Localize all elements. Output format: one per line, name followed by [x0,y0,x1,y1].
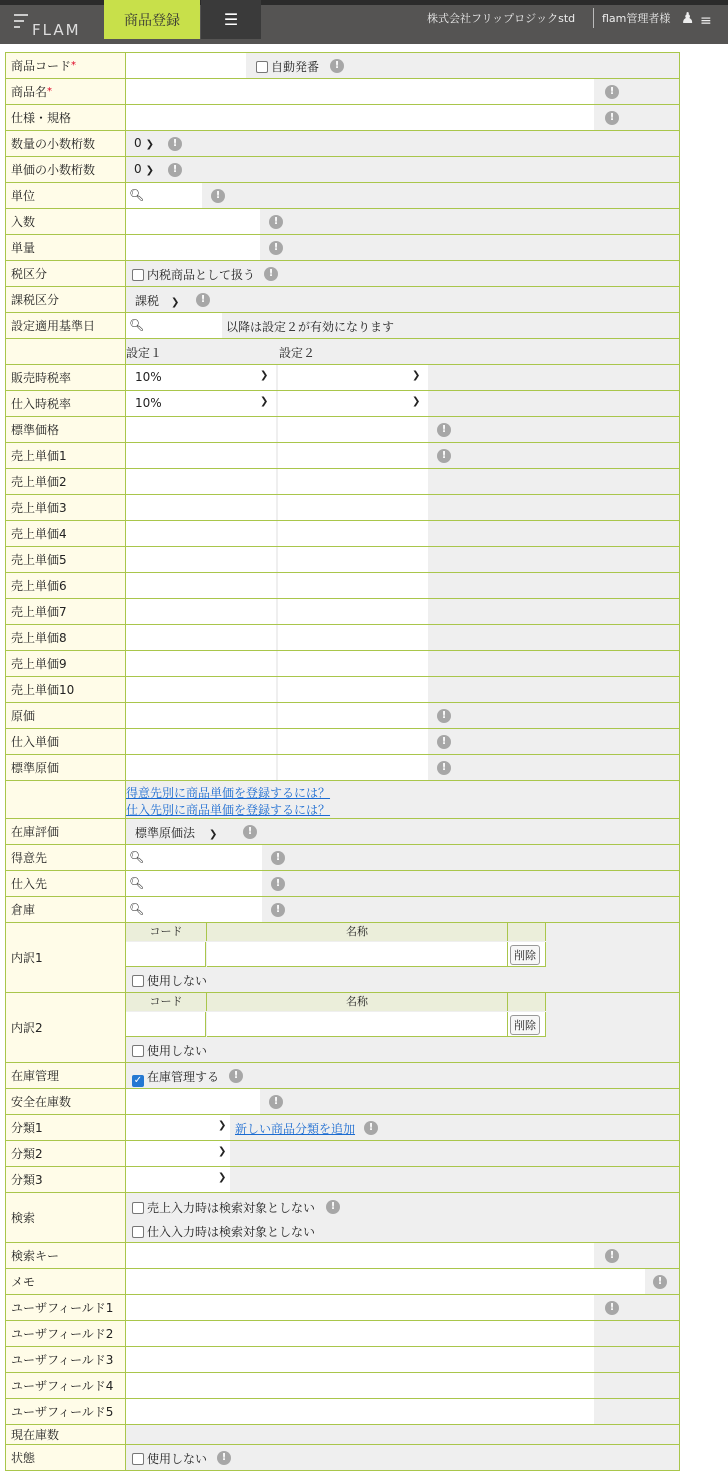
std-cost2-input[interactable] [278,755,428,780]
category1-select[interactable]: ❯ [126,1115,230,1140]
row-qty-decimals [5,131,680,157]
field-label: 標準価格 [5,417,126,442]
user-icon[interactable]: ♟ [681,9,695,27]
logo-text: FLAM [32,21,81,39]
row-price-decimals [5,157,680,183]
row-user-field [5,1295,680,1321]
setting2-header: 設定２ [279,346,316,360]
col-code-header: コード [126,993,207,1011]
field-value-cell [126,923,680,992]
field-value-cell [126,651,680,676]
info-icon[interactable]: ! [269,241,283,255]
row-customer [5,845,680,871]
row-standard-cost [5,755,680,781]
row-tax-division [5,261,680,287]
purchase-rate2-select[interactable]: ❯ [278,391,428,416]
field-label: 入数 [5,209,126,234]
user-name[interactable]: flam管理者様 [602,12,671,25]
row-unit [5,183,680,209]
field-value-cell [126,1399,680,1424]
search-icon[interactable]: 🔍︎ [129,850,145,864]
field-label: 設定適用基準日 [5,313,126,338]
field-label: 商品名 * [5,79,126,104]
field-label: 在庫評価 [5,819,126,844]
search-sales-checkbox[interactable]: 売上入力時は検索対象としない [132,1199,315,1216]
field-value-cell [126,1445,680,1470]
sales-price-input[interactable] [126,469,276,494]
purchase-price2-input[interactable] [278,729,428,754]
row-purchase-price [5,729,680,755]
field-label: 単量 [5,235,126,260]
field-value-cell [126,287,680,312]
field-label: ユーザフィールド1 [5,1295,126,1320]
field-value-cell [126,845,680,870]
row-sales-price [5,547,680,573]
field-label [5,339,126,364]
field-value-cell [126,1167,680,1192]
label-product-code: 商品コード * [5,53,126,78]
row-sales-price [5,443,680,469]
sales-price-input[interactable] [126,573,276,598]
sales-rate1-select[interactable]: 10% ❯ [126,365,276,390]
col-code-header: コード [126,923,207,941]
field-label: 単位 [5,183,126,208]
not-use-checkbox[interactable]: 使用しない [132,972,207,989]
field-value-cell [126,183,680,208]
field-label: 仕様・規格 [5,105,126,130]
field-value-cell [126,365,680,390]
field-label: 分類3 [5,1167,126,1192]
search-purchase-checkbox[interactable]: 仕入入力時は検索対象としない [132,1223,315,1240]
info-icon[interactable]: ! [653,1275,667,1289]
user-field-input[interactable] [126,1295,594,1320]
info-icon[interactable]: ! [437,709,451,723]
info-icon[interactable]: ! [437,423,451,437]
sales-price-input[interactable] [278,599,428,624]
supplier-price-link[interactable]: 仕入先別に商品単価を登録するには？ [126,803,331,817]
menu-icon[interactable]: ☰ [201,0,261,39]
field-value-cell [126,1193,680,1242]
customer-input[interactable] [126,845,262,870]
field-value-cell [126,1373,680,1398]
row-warehouse [5,897,680,923]
spec-input[interactable] [126,105,594,130]
sales-price-input[interactable] [278,495,428,520]
breakdown-code-input[interactable] [126,942,206,967]
sales-price-input[interactable] [278,651,428,676]
sales-price-input[interactable] [278,677,428,702]
row-product-name [5,79,680,105]
field-value-cell [126,1295,680,1320]
warehouse-input[interactable] [126,897,262,922]
field-label: 売上単価10 [5,677,126,702]
field-value-cell [126,729,680,754]
cost1-input[interactable] [126,703,276,728]
row-breakdown2 [5,993,680,1063]
field-label: メモ [5,1269,126,1294]
field-label: 売上単価1 [5,443,126,468]
company-name: 株式会社フリップロジックstd [427,12,576,25]
row-sales-price [5,573,680,599]
info-icon[interactable]: ! [217,1451,231,1465]
status-not-use-checkbox[interactable]: 使用しない [132,1450,207,1467]
field-value-cell [126,235,680,260]
field-value-cell [126,625,680,650]
breakdown-name-input[interactable] [207,1012,508,1037]
row-memo [5,1269,680,1295]
row-category2 [5,1141,680,1167]
info-icon[interactable]: ! [271,903,285,917]
product-name-input[interactable] [126,79,594,104]
product-form [5,52,680,1471]
field-value-cell [126,599,680,624]
field-value-cell [126,1347,680,1372]
field-label: 税区分 [5,261,126,286]
user-field-input[interactable] [126,1399,594,1424]
info-icon[interactable]: ! [437,449,451,463]
sales-price-input[interactable] [278,547,428,572]
tab-product-registration[interactable]: 商品登録 [104,0,200,39]
field-value-cell [126,677,680,702]
sales-price-input[interactable] [126,651,276,676]
field-value-cell [126,339,680,364]
field-label: 売上単価7 [5,599,126,624]
field-label: 売上単価5 [5,547,126,572]
std-cost1-input[interactable] [126,755,276,780]
sales-price-input[interactable] [126,495,276,520]
info-icon[interactable]: ! [326,1200,340,1214]
per-case-input[interactable] [126,209,260,234]
sales-price-input[interactable] [126,521,276,546]
row-status [5,1445,680,1471]
row-sales-price [5,521,680,547]
sales-price-input[interactable] [126,625,276,650]
field-label: 現在庫数 [5,1425,126,1444]
info-icon[interactable]: ! [264,267,278,281]
stock-management-checkbox[interactable]: ✓ 在庫管理する [133,1070,220,1086]
info-icon[interactable]: ! [243,825,257,839]
search-icon[interactable]: 🔍︎ [129,876,145,890]
memo-input[interactable] [126,1269,645,1294]
field-label: 内訳1 [5,923,126,992]
field-label: 在庫管理 [5,1063,126,1088]
row-category1 [5,1115,680,1141]
row-sales-price [5,651,680,677]
field-label: 安全在庫数 [5,1089,126,1114]
row-sales-price [5,495,680,521]
category3-select[interactable]: ❯ [126,1167,230,1192]
cost2-input[interactable] [278,703,428,728]
user-field-input[interactable] [126,1373,594,1398]
info-icon[interactable]: ! [269,215,283,229]
row-breakdown1 [5,923,680,993]
field-label: 数量の小数桁数 [5,131,126,156]
flam-logo[interactable] [12,12,98,38]
supplier-input[interactable] [126,871,262,896]
field-value-cell [126,1425,680,1444]
field-value-cell [126,79,680,104]
sales-rate2-select[interactable]: ❯ [278,365,428,390]
setting1-header: 設定１ [126,346,163,360]
search-icon[interactable]: 🔍︎ [129,902,145,916]
taxable-select[interactable]: 課税 ❯ [135,294,180,308]
field-value-cell [126,1243,680,1268]
price-decimals-select[interactable]: 0 ❯ [134,162,155,176]
field-value-cell [126,391,680,416]
breakdown-code-input[interactable] [126,1012,206,1037]
field-label: 売上単価2 [5,469,126,494]
info-icon[interactable]: ! [271,851,285,865]
field-label: 内訳2 [5,993,126,1062]
info-icon[interactable]: ! [330,59,344,73]
field-label: 売上単価8 [5,625,126,650]
customer-price-link[interactable]: 得意先別に商品単価を登録するには？ [126,786,331,800]
add-category-link[interactable]: 新しい商品分類を追加 [235,1122,356,1136]
field-value-cell [126,897,680,922]
field-value-cell [126,131,680,156]
user-menu-icon[interactable]: ≡ [700,13,712,29]
qty-decimals-select[interactable]: 0 ❯ [134,136,155,150]
purchase-rate1-select[interactable]: 10% ❯ [126,391,276,416]
field-value-cell [126,871,680,896]
sales-price-input[interactable] [278,443,428,468]
info-icon[interactable]: ! [271,877,285,891]
row-spec [5,105,680,131]
sales-price-input[interactable] [278,625,428,650]
row-per-case [5,209,680,235]
row-search [5,1193,680,1243]
sales-price-input[interactable] [126,599,276,624]
unit-qty-input[interactable] [126,235,260,260]
field-value-cell [126,1063,680,1088]
row-safety-stock [5,1089,680,1115]
tax-included-checkbox[interactable]: 内税商品として扱う [132,266,255,283]
row-product-code [5,53,680,79]
field-label: 得意先 [5,845,126,870]
field-label: ユーザフィールド5 [5,1399,126,1424]
search-icon[interactable]: 🔍︎ [129,188,145,202]
field-value-cell [126,993,680,1062]
info-icon[interactable]: ! [168,163,182,177]
field-value-cell [126,547,680,572]
field-label: 検索 [5,1193,126,1242]
field-label: 課税区分 [5,287,126,312]
field-value-cell [126,573,680,598]
field-value-cell [126,495,680,520]
col-name-header: 名称 [207,923,508,941]
row-taxable [5,287,680,313]
col-name-header: 名称 [207,993,508,1011]
field-label: ユーザフィールド3 [5,1347,126,1372]
breakdown-name-input[interactable] [207,942,508,967]
row-category3 [5,1167,680,1193]
row-standard-price [5,417,680,443]
product-code-input[interactable] [126,53,246,78]
info-icon[interactable]: ! [605,1301,619,1315]
field-value-cell [126,469,680,494]
row-sales-tax-rate [5,365,680,391]
sales-price-input[interactable] [278,469,428,494]
field-value-cell [126,1089,680,1114]
field-value-cell [126,819,680,844]
field-value-cell [126,781,680,818]
row-user-field [5,1399,680,1425]
field-value-cell [126,417,680,442]
table-cell [508,993,546,1011]
auto-number-checkbox[interactable]: 自動発番 [256,58,319,75]
delete-button[interactable]: 削除 [510,945,540,965]
info-icon[interactable]: ! [196,293,210,307]
field-label: 売上単価3 [5,495,126,520]
info-icon[interactable]: ! [437,761,451,775]
sales-price-input[interactable] [278,521,428,546]
field-value-cell [126,1321,680,1346]
row-price-links [5,781,680,819]
field-label: ユーザフィールド2 [5,1321,126,1346]
field-value-cell [126,53,680,78]
not-use-checkbox[interactable]: 使用しない [132,1042,207,1059]
row-user-field [5,1373,680,1399]
purchase-price1-input[interactable] [126,729,276,754]
stock-eval-select[interactable]: 標準原価法 ❯ [135,826,218,840]
sales-price-input[interactable] [126,443,276,468]
row-sales-price [5,469,680,495]
field-label: 原価 [5,703,126,728]
header-divider [593,8,594,28]
field-label: 倉庫 [5,897,126,922]
search-key-input[interactable] [126,1243,594,1268]
info-icon[interactable]: ! [605,85,619,99]
row-stock-eval [5,819,680,845]
info-icon[interactable]: ! [269,1095,283,1109]
field-label: 標準原価 [5,755,126,780]
sales-price-input[interactable] [278,573,428,598]
info-icon[interactable]: ! [229,1069,243,1083]
sales-price-input[interactable] [126,677,276,702]
row-search-key [5,1243,680,1269]
field-label: 単価の小数桁数 [5,157,126,182]
info-icon[interactable]: ! [605,111,619,125]
row-cost [5,703,680,729]
field-label: 販売時税率 [5,365,126,390]
field-label: 仕入時税率 [5,391,126,416]
row-unit-qty [5,235,680,261]
field-value-cell [126,105,680,130]
row-current-stock [5,1425,680,1445]
field-label: 仕入先 [5,871,126,896]
row-sales-price [5,599,680,625]
row-supplier [5,871,680,897]
row-settings-header [5,339,680,365]
row-base-date [5,313,680,339]
field-value-cell [126,313,680,338]
table-cell [508,923,546,941]
std-price2-input[interactable] [278,417,428,442]
search-icon[interactable]: 🔍︎ [129,318,145,332]
row-sales-price [5,677,680,703]
row-stock-management [5,1063,680,1089]
field-value-cell [126,1269,680,1294]
field-label: 分類1 [5,1115,126,1140]
field-value-cell [126,1141,680,1166]
info-icon[interactable]: ! [364,1121,378,1135]
row-user-field [5,1321,680,1347]
info-icon[interactable]: ! [605,1249,619,1263]
field-label: 仕入単価 [5,729,126,754]
field-label: 売上単価4 [5,521,126,546]
delete-button[interactable]: 削除 [510,1015,540,1035]
field-label: 検索キー [5,1243,126,1268]
field-value-cell [126,521,680,546]
field-value-cell [126,209,680,234]
field-value-cell [126,1115,680,1140]
field-value-cell [126,261,680,286]
user-field-input[interactable] [126,1347,594,1372]
sales-price-input[interactable] [126,547,276,572]
field-label: 分類2 [5,1141,126,1166]
info-icon[interactable]: ! [437,735,451,749]
category2-select[interactable]: ❯ [126,1141,230,1166]
field-value-cell [126,443,680,468]
info-icon[interactable]: ! [211,189,225,203]
safety-stock-input[interactable] [126,1089,260,1114]
row-user-field [5,1347,680,1373]
field-value-cell [126,703,680,728]
info-icon[interactable]: ! [168,137,182,151]
field-label: 売上単価6 [5,573,126,598]
field-label: 状態 [5,1445,126,1470]
base-date-note: 以降は設定２が有効になります [226,320,395,334]
row-sales-price [5,625,680,651]
row-purchase-tax-rate [5,391,680,417]
field-value-cell [126,157,680,182]
user-field-input[interactable] [126,1321,594,1346]
field-label [5,781,126,818]
field-value-cell [126,755,680,780]
field-label: ユーザフィールド4 [5,1373,126,1398]
field-label: 売上単価9 [5,651,126,676]
std-price1-input[interactable] [126,417,276,442]
